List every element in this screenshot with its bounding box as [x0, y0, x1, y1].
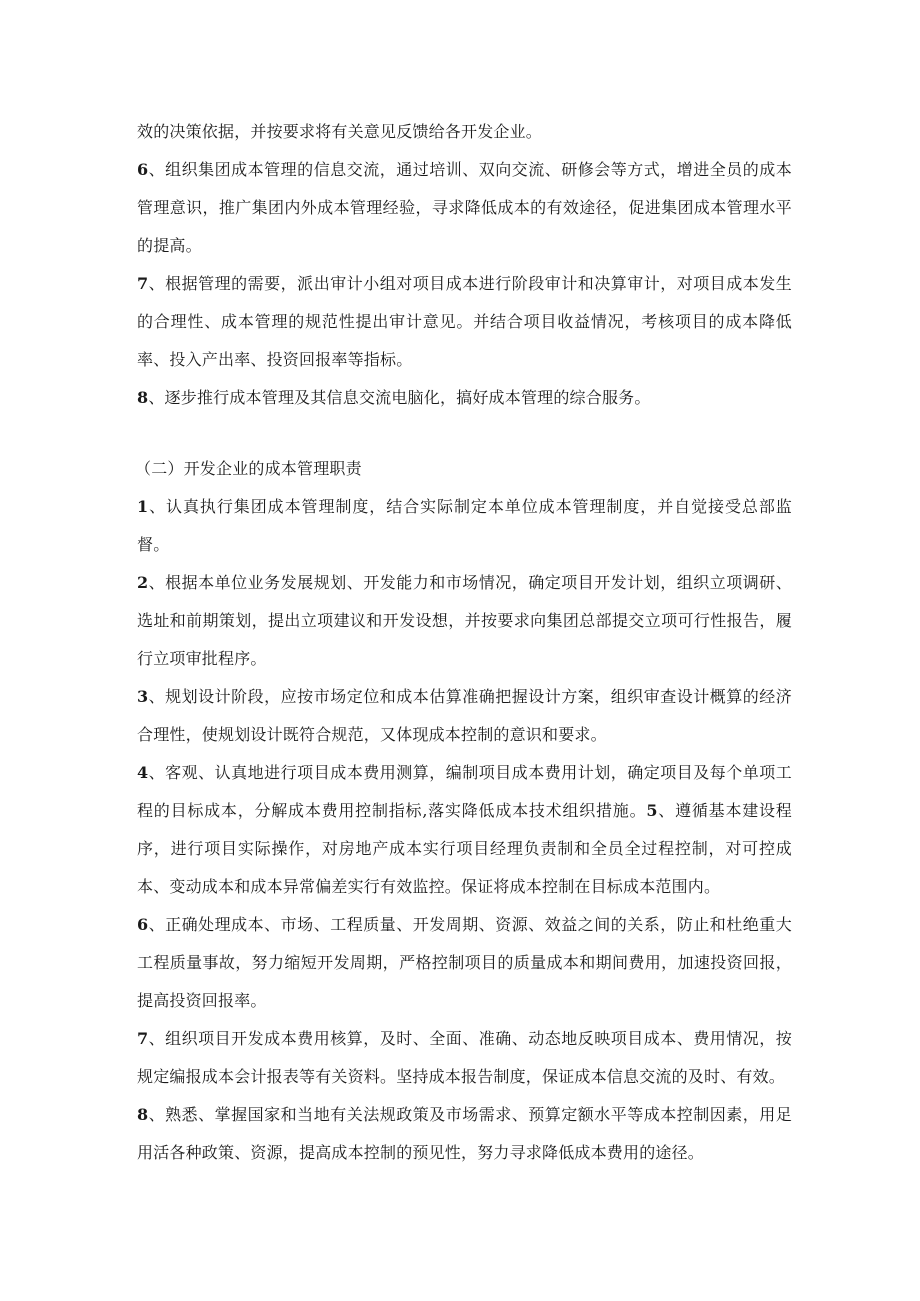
item-number: 8: [137, 1105, 149, 1124]
item-separator: 、: [148, 1105, 166, 1124]
list-item-8: [137, 379, 792, 417]
item-text: 组织集团成本管理的信息交流，通过培训、双向交流、研修会等方式，增进全员的成本管理意识，推广集团内外成本管理经验，寻求降低成本的有效途径，促进集团成本管理水平的提高。: [137, 160, 792, 255]
item-separator: 、: [148, 1029, 166, 1048]
item-separator: 、: [148, 497, 167, 516]
list-item-7: [137, 265, 792, 379]
list-item-3: [137, 678, 792, 754]
inline-item-number: 5: [646, 801, 658, 820]
item-number: 8: [137, 388, 149, 407]
item-number: 6: [137, 915, 149, 934]
item-separator: 、: [148, 388, 165, 407]
list-item-4: [137, 754, 792, 906]
item-separator: 、: [148, 160, 166, 179]
paragraph-continuation: [137, 113, 792, 151]
item-number: 7: [137, 1029, 149, 1048]
item-number: 7: [137, 274, 149, 293]
document-body: [137, 113, 792, 1172]
item-separator: 、: [148, 915, 166, 934]
item-text: 根据管理的需要，派出审计小组对项目成本进行阶段审计和决算审计，对项目成本发生的合理性、成本管理的规范性提出审计意见。并结合项目收益情况，考核项目的成本降低率、投入产出率、投资回报率等指标。: [137, 274, 792, 369]
inline-item-separator: 、: [657, 801, 676, 820]
inline-item-text: 遵循基本建设程序，进行项目实际操作，对房地产成本实行项目经理负责制和全员全过程控制，对可控成本、变动成本和成本异常偏差实行有效监控。保证将成本控制在目标成本范围内。: [137, 801, 792, 896]
list-item-7b: [137, 1020, 792, 1096]
item-text: 根据本单位业务发展规划、开发能力和市场情况，确定项目开发计划，组织立项调研、选址和前期策划，提出立项建议和开发设想，并按要求向集团总部提交立项可行性报告，履行立项审批程序。: [137, 573, 792, 668]
item-text: 客观、认真地进行项目成本费用测算，编制项目成本费用计划，确定项目及每个单项工程的目标成本，分解成本费用控制指标,落实降低成本技术组织措施。: [137, 763, 792, 820]
item-text: 熟悉、掌握国家和当地有关法规政策及市场需求、预算定额水平等成本控制因素，用足用活各种政策、资源，提高成本控制的预见性，努力寻求降低成本费用的途径。: [137, 1105, 792, 1162]
item-text: 逐步推行成本管理及其信息交流电脑化，搞好成本管理的综合服务。: [164, 388, 651, 407]
item-number: 3: [137, 687, 149, 706]
section-spacer: [137, 417, 792, 450]
item-number: 4: [137, 763, 149, 782]
item-separator: 、: [148, 573, 166, 592]
list-item-6b: [137, 906, 792, 1020]
item-text: 规划设计阶段，应按市场定位和成本估算准确把握设计方案，组织审查设计概算的经济合理性，使规划设计既符合规范，又体现成本控制的意识和要求。: [137, 687, 792, 744]
item-number: 6: [137, 160, 149, 179]
list-item-6: [137, 151, 792, 265]
item-separator: 、: [148, 763, 166, 782]
item-text: 组织项目开发成本费用核算，及时、全面、准确、动态地反映项目成本、费用情况，按规定编报成本会计报表等有关资料。坚持成本报告制度，保证成本信息交流的及时、有效。: [137, 1029, 792, 1086]
item-text: 认真执行集团成本管理制度，结合实际制定本单位成本管理制度，并自觉接受总部监督。: [137, 497, 793, 554]
item-separator: 、: [148, 274, 166, 293]
paragraph-text: 效的决策依据，并按要求将有关意见反馈给各开发企业。: [137, 122, 543, 141]
item-separator: 、: [148, 687, 166, 706]
section-heading: （二）开发企业的成本管理职责: [135, 459, 362, 478]
item-text: 正确处理成本、市场、工程质量、开发周期、资源、效益之间的关系，防止和杜绝重大工程质量事故，努力缩短开发周期，严格控制项目的质量成本和期间费用，加速投资回报，提高投资回报率。: [137, 915, 792, 1010]
item-number: 1: [137, 497, 149, 516]
list-item-1: [137, 488, 792, 564]
list-item-8b: [137, 1096, 792, 1172]
item-number: 2: [137, 573, 149, 592]
list-item-2: [137, 564, 792, 678]
